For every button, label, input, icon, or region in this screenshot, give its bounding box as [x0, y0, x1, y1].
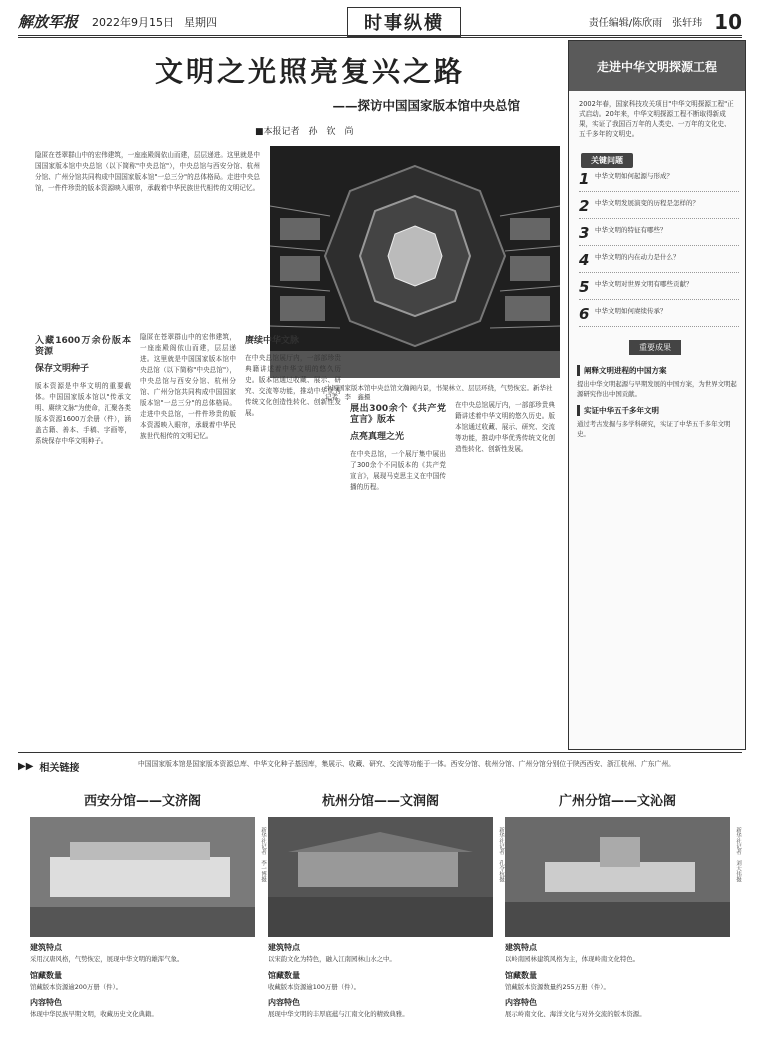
article-byline: ■本报记者 孙 钦 尚 — [255, 127, 354, 137]
question-item — [579, 280, 739, 300]
column-text: 版本资源是中华文明的重要载体。中国国家版本馆以"传承文明、赓续文脉"为使命，汇聚各类版本资源1600万余册（件），涵盖古籍、善本、手稿、字画等，系统保存中华文明种子。 — [35, 382, 131, 445]
achievement-body: 通过考古发掘与多学科研究，实证了中华五千多年文明史。 — [577, 420, 731, 438]
branch-arch-label: 建筑特点 — [268, 943, 300, 952]
question-text: 中华文明发展演变的历程是怎样的？ — [595, 199, 699, 207]
section-title: 时事纵横 — [347, 7, 461, 37]
question-number: 6 — [579, 305, 590, 323]
editor-credit: 责任编辑/陈欣雨 张轩玮 — [588, 18, 703, 29]
article-column-4 — [350, 400, 446, 810]
column-subheading: 保存文明种子 — [35, 364, 90, 374]
branch-arch-label: 建筑特点 — [30, 943, 62, 952]
question-item — [579, 172, 739, 192]
branch-photo — [505, 817, 741, 937]
branch-collection-label: 馆藏数量 — [505, 970, 537, 980]
branch-xian — [30, 790, 266, 1020]
branch-arch: 以岭南园林建筑风格为主，体现岭南文化特色。 — [505, 955, 640, 963]
branch-photo — [30, 817, 266, 937]
photo-credit: 新华社记者 李一博摄 — [260, 827, 266, 882]
question-text: 中华文明的特征有哪些？ — [595, 226, 667, 234]
article-column-3 — [245, 332, 341, 742]
article-column-1 — [35, 332, 131, 742]
sidebar-banner: 走进中华文明探源工程 — [569, 41, 745, 91]
column-text: 在中央总馆，一个展厅集中展出了300余个不同版本的《共产党宣言》，展现马克思主义在中国传播的历程。 — [350, 450, 446, 491]
branch-collection-label: 馆藏数量 — [268, 970, 300, 980]
chevron-icon: ▶▶ — [18, 761, 34, 772]
article-headline: 文明之光照亮复兴之路 — [154, 55, 465, 88]
question-text: 中华文明如何起源与形成？ — [595, 172, 673, 180]
related-links-title: 相关链接 — [39, 763, 80, 774]
related-links-label — [18, 759, 138, 774]
branch-collection: 馆藏版本资源逾200万册（件）。 — [30, 982, 123, 991]
branch-title: 杭州分馆——文润阁 — [321, 794, 439, 809]
column-text: 在中央总馆展厅内，一部部珍贵典籍讲述着中华文明的悠久历史。版本馆通过收藏、展示、研究、交流等功能，推动中华优秀传统文化创造性转化、创新性发展。 — [245, 354, 341, 417]
page-number: 10 — [714, 9, 742, 34]
question-text: 中华文明对世界文明有哪些贡献？ — [595, 280, 693, 288]
branch-content: 展示岭南文化、海洋文化与对外交流的版本资源。 — [505, 1010, 646, 1018]
question-item — [579, 199, 739, 219]
question-number: 4 — [579, 251, 590, 269]
building-illustration — [268, 817, 493, 937]
column-heading: 入藏1600万余份版本资源 — [35, 336, 131, 357]
photo-credit: 新华社记者 刘大伟摄 — [735, 827, 741, 882]
column-heading: 展出300余个《共产党宣言》版本 — [350, 404, 446, 425]
achievement-heading: 实证中华五千多年文明 — [577, 405, 737, 416]
branch-collection: 馆藏版本资源数量约255万册（件）。 — [505, 982, 610, 991]
sidebar-panel — [568, 40, 746, 750]
column-text: 隐匿在苍翠群山中的宏伟建筑，一座座殿阁依山而建，层层递进。这里就是中国国家版本馆中央总馆（以下简称"中央总馆"），中央总馆与西安分馆、杭州分馆、广州分馆共同构成中国国家版本馆"一总三分"的总体格局。走进中央总馆，一件件珍贵的版本资源映入眼帘，承载着中华民族世代相传的文明记忆。 — [140, 333, 236, 440]
question-item — [579, 253, 739, 273]
question-number: 5 — [579, 278, 590, 296]
column-subheading: 点亮真理之光 — [350, 432, 405, 442]
article-subhead: ——探访中国国家版本馆中央总馆 — [332, 98, 520, 113]
branch-arch: 采用汉唐风格，气势恢宏，展现中华文明的雄浑气象。 — [30, 955, 184, 963]
branch-arch-label: 建筑特点 — [505, 943, 537, 952]
building-illustration — [505, 817, 730, 937]
branch-hangzhou — [268, 790, 504, 1020]
column-heading: 赓续中华文脉 — [245, 336, 300, 346]
branch-collection: 收藏版本资源逾100万册（件）。 — [268, 982, 361, 991]
branch-content-label: 内容特色 — [505, 998, 537, 1007]
branch-title: 西安分馆——文济阁 — [83, 794, 201, 809]
sidebar-intro: 2002年春，国家科技攻关项目"中华文明探源工程"正式启动。20年来，中华文明探源工程不断取得新成果，实证了我国百万年的人类史、一万年的文化史、五千多年的文明史。 — [579, 100, 734, 138]
branch-content: 体现中华民族早期文明，收藏历史文化典籍。 — [30, 1010, 158, 1018]
question-number: 2 — [579, 197, 590, 215]
achievement-heading: 阐释文明进程的中国方案 — [577, 365, 737, 376]
key-questions-label: 关键问题 — [581, 153, 633, 168]
achievement-body: 提出中华文明起源与早期发展的中国方案，为世界文明起源研究作出中国贡献。 — [577, 380, 737, 398]
branch-collection-label: 馆藏数量 — [30, 970, 62, 980]
article-column-5 — [455, 400, 555, 810]
question-item — [579, 226, 739, 246]
branch-title: 广州分馆——文沁阁 — [558, 794, 676, 809]
article-lead: 隐匿在苍翠群山中的宏伟建筑，一座座殿阁依山而建，层层递进。这里就是中国国家版本馆中央总馆（以下简称"中央总馆"），中央总馆与西安分馆、杭州分馆、广州分馆共同构成中国国家版本馆"一总三分"的总体格局。走进中央总馆，一件件珍贵的版本资源映入眼帘，承载着中华民族世代相传的文明记忆。 — [35, 151, 260, 192]
masthead — [18, 8, 742, 38]
building-illustration — [30, 817, 255, 937]
branch-content-label: 内容特色 — [268, 998, 300, 1007]
branch-arch: 以宋韵文化为特色，融入江南园林山水之中。 — [268, 955, 396, 963]
article-column-2 — [140, 332, 236, 742]
newspaper-logo: 解放军报 — [18, 13, 79, 31]
question-text: 中华文明的内在动力是什么？ — [595, 253, 680, 261]
achievements-label: 重要成果 — [629, 340, 681, 355]
issue-weekday: 星期四 — [184, 15, 218, 29]
issue-date: 2022年9月15日 — [92, 15, 175, 29]
branch-photo — [268, 817, 504, 937]
branch-guangzhou — [505, 790, 741, 1020]
related-links-text: 中国国家版本馆是国家版本资源总库、中华文化种子基因库，集展示、收藏、研究、交流等功能于一体。西安分馆、杭州分馆、广州分馆分别位于陕西西安、浙江杭州、广东广州。 — [138, 760, 675, 768]
question-number: 1 — [579, 170, 590, 188]
branch-content-label: 内容特色 — [30, 998, 62, 1007]
question-item — [579, 307, 739, 327]
photo-credit: 新华社记者 孔令杭摄 — [498, 827, 504, 882]
column-text: 在中央总馆展厅内，一部部珍贵典籍讲述着中华文明的悠久历史。版本馆通过收藏、展示、研究、交流等功能，推动中华优秀传统文化创造性转化、创新性发展。 — [455, 401, 555, 453]
photo-caption: 中国国家版本馆中央总馆文瀚阁内景，书架林立、层层环绕，气势恢宏。新华社记者 李 鑫摄 — [325, 384, 553, 401]
branch-content: 展现中华文明的丰厚底蕴与江南文化的精致典雅。 — [268, 1010, 409, 1018]
question-number: 3 — [579, 224, 590, 242]
question-text: 中华文明如何赓续传承？ — [595, 307, 667, 315]
related-links — [18, 752, 742, 774]
